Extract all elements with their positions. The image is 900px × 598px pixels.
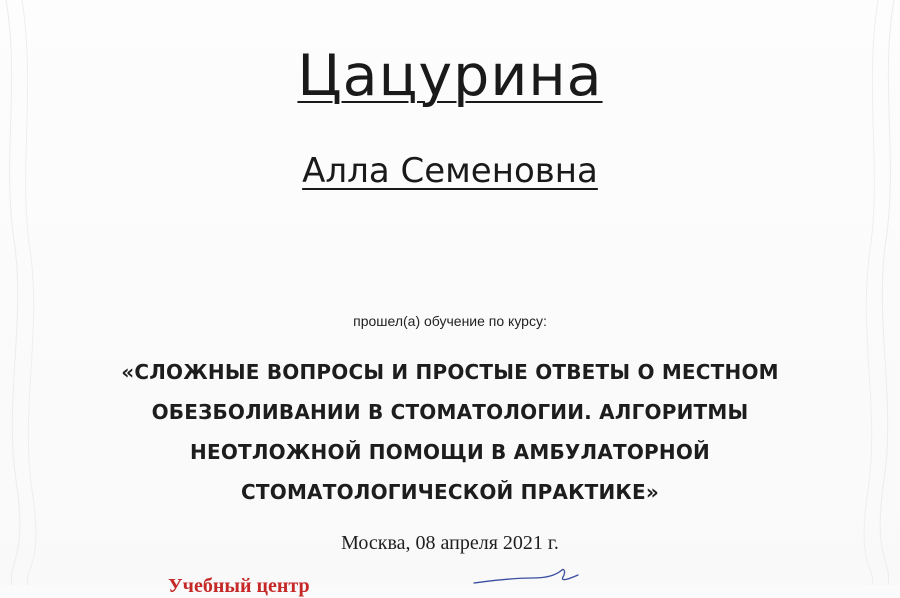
organization-name: Учебный центр: [168, 575, 310, 597]
recipient-surname: [0, 40, 900, 112]
signature-mark: [470, 566, 590, 585]
course-title-line: СТОМАТОЛОГИЧЕСКОЙ ПРАКТИКЕ»: [241, 480, 659, 504]
completion-statement: прошел(а) обучение по курсу:: [353, 313, 547, 329]
recipient-given-names-text: Алла Семеновна: [302, 151, 598, 191]
recipient-surname-text: Цацурина: [297, 43, 603, 109]
place-and-date: Москва, 08 апреля 2021 г.: [341, 532, 559, 554]
recipient-given-names: [0, 146, 900, 196]
course-title-line: НЕОТЛОЖНОЙ ПОМОЩИ В АМБУЛАТОРНОЙ: [190, 440, 710, 464]
course-title-line: «СЛОЖНЫЕ ВОПРОСЫ И ПРОСТЫЕ ОТВЕТЫ О МЕСТНОМ: [121, 360, 779, 384]
course-title-line: ОБЕЗБОЛИВАНИИ В СТОМАТОЛОГИИ. АЛГОРИТМЫ: [151, 400, 749, 424]
course-title: [80, 352, 820, 512]
